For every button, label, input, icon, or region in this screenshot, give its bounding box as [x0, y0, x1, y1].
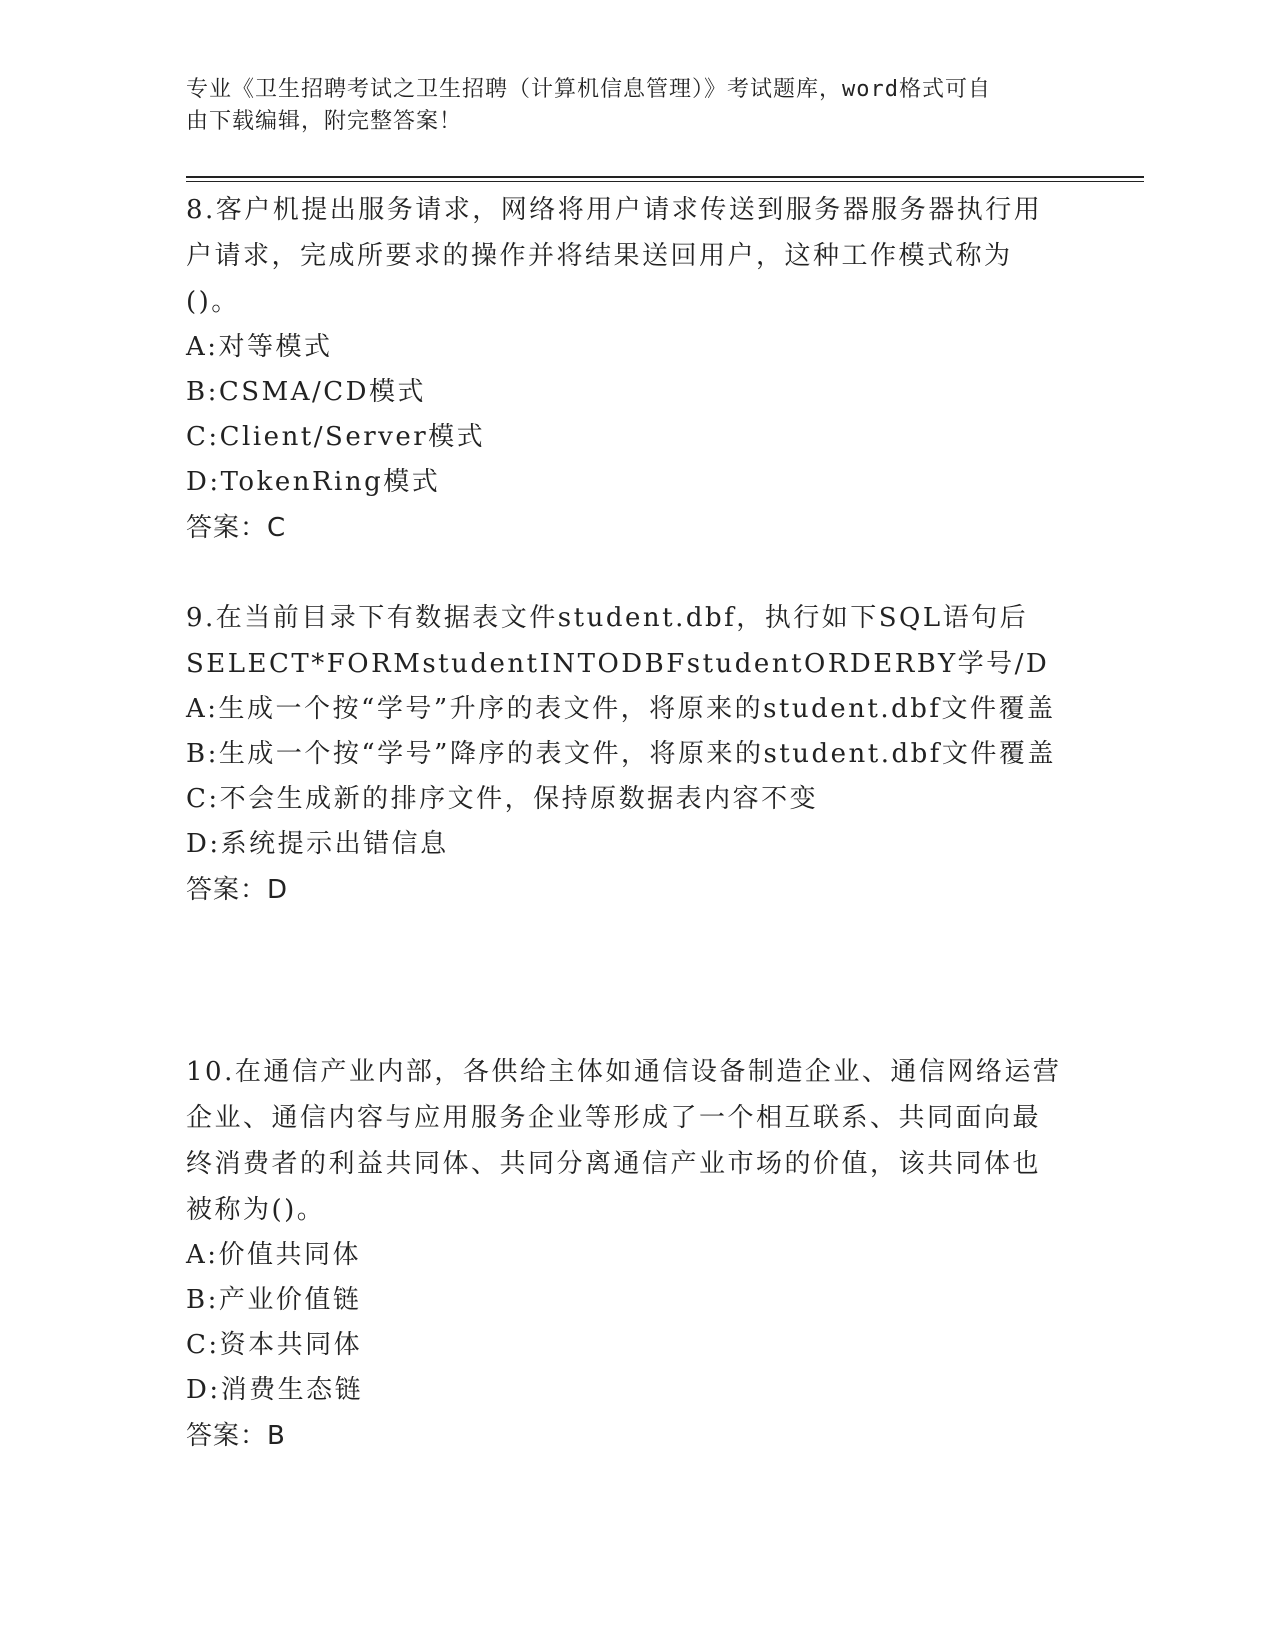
question-block — [186, 595, 1066, 913]
answer-line: 答案：C — [186, 513, 287, 543]
option-b: B:生成一个按“学号”降序的表文件，将原来的student.dbf文件覆盖 — [186, 739, 1056, 769]
answer-line: 答案：B — [186, 1421, 286, 1451]
option-a: A:对等模式 — [186, 332, 333, 362]
header-divider-thin — [186, 181, 1144, 182]
question-block — [186, 1049, 1066, 1459]
document-header — [186, 74, 1066, 138]
option-c: C:资本共同体 — [186, 1330, 363, 1360]
header-divider-thick — [186, 176, 1144, 178]
option-d: D:消费生态链 — [186, 1375, 364, 1405]
question-stem: 9.在当前目录下有数据表文件student.dbf，执行如下SQL语句后SELECT*FORMstudentINTODBFstudentORDERBY学号/D — [186, 603, 1050, 679]
header-line-1: 专业《卫生招聘考试之卫生招聘（计算机信息管理）》考试题库，word格式可自 — [186, 77, 991, 102]
answer-line: 答案：D — [186, 875, 289, 905]
question-stem: 8.客户机提出服务请求，网络将用户请求传送到服务器服务器执行用户请求，完成所要求的操作并将结果送回用户，这种工作模式称为()。 — [186, 195, 1043, 317]
option-a: A:生成一个按“学号”升序的表文件，将原来的student.dbf文件覆盖 — [186, 694, 1056, 724]
option-a: A:价值共同体 — [186, 1240, 362, 1270]
option-c: C:Client/Server模式 — [186, 422, 486, 452]
option-b: B:CSMA/CD模式 — [186, 377, 426, 407]
option-b: B:产业价值链 — [186, 1285, 362, 1315]
option-d: D:系统提示出错信息 — [186, 829, 449, 859]
header-line-2: 由下载编辑，附完整答案！ — [186, 109, 463, 134]
question-block — [186, 187, 1066, 551]
option-c: C:不会生成新的排序文件，保持原数据表内容不变 — [186, 784, 819, 814]
question-stem: 10.在通信产业内部，各供给主体如通信设备制造企业、通信网络运营企业、通信内容与应用服务企业等形成了一个相互联系、共同面向最终消费者的利益共同体、共同分离通信产业市场的价值，该共同体也被称为()。 — [186, 1057, 1062, 1225]
option-d: D:TokenRing模式 — [186, 467, 441, 497]
